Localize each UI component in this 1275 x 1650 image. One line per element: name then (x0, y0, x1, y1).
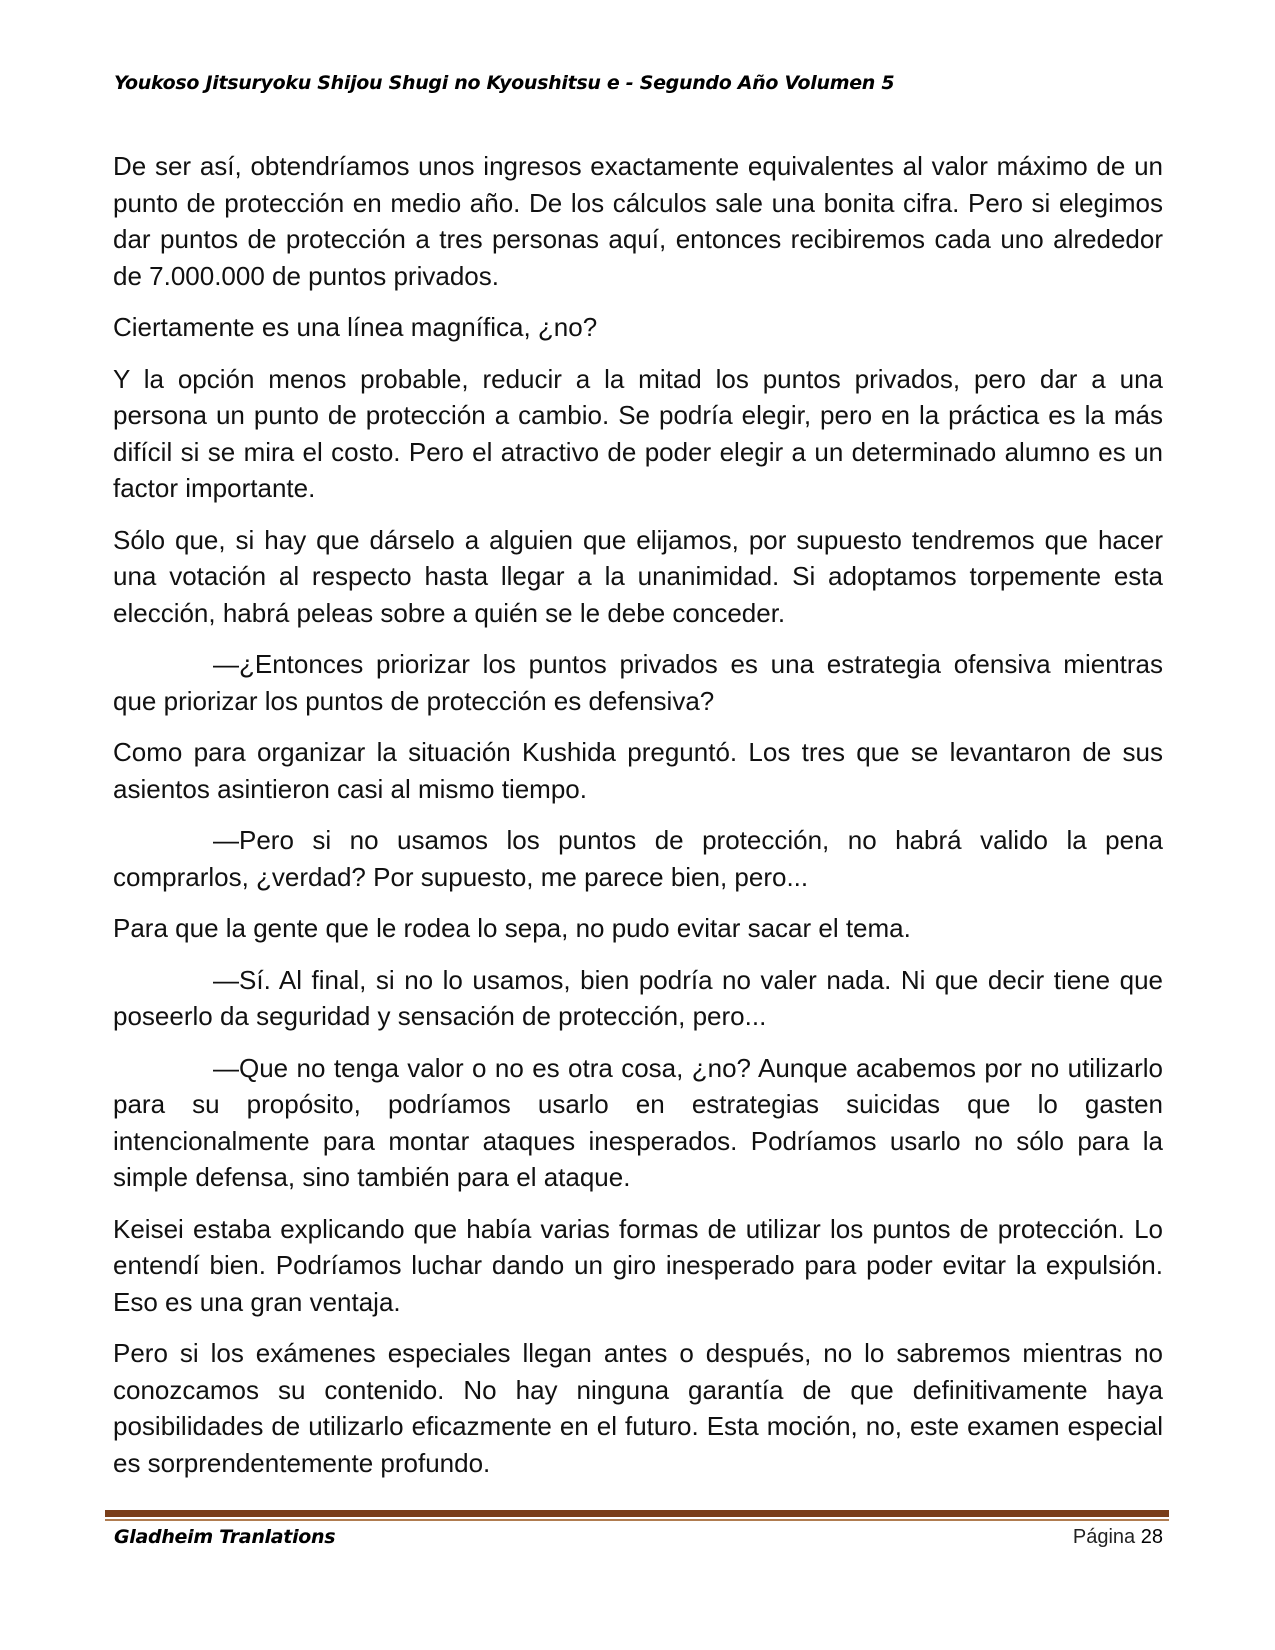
paragraph: Y la opción menos probable, reducir a la mitad los puntos privados, pero dar a una persona un punto de protección a cambio. Se podría elegir, pero en la práctica es la más difícil si se mira el costo. Pero el atractivo de poder elegir a un determinado alumno es un factor importante. (113, 363, 1163, 503)
paragraph: Ciertamente es una línea magnífica, ¿no? (113, 312, 598, 342)
paragraph: Sólo que, si hay que dárselo a alguien que elijamos, por supuesto tendremos que hacer una votación al respecto hasta llegar a la unanimidad. Si adoptamos torpemente esta elección, habrá peleas sobre a quién se le debe conceder. (113, 524, 1163, 628)
footer-credit: Gladheim Tranlations (114, 1526, 336, 1548)
dialogue-paragraph: —Pero si no usamos los puntos de protección, no habrá valido la pena comprarlos, ¿verdad? Por supuesto, me parece bien, pero... (113, 825, 1163, 892)
running-header: Youkoso Jitsuryoku Shijou Shugi no Kyoushitsu e - Segundo Año Volumen 5 (114, 72, 895, 94)
dialogue-paragraph: —Sí. Al final, si no lo usamos, bien podría no valer nada. Ni que decir tiene que poseerlo da seguridad y sensación de protección, pero... (113, 964, 1163, 1031)
page-body (113, 148, 1163, 1496)
page-number (1073, 1526, 1163, 1549)
dialogue-paragraph: —¿Entonces priorizar los puntos privados es una estrategia ofensiva mientras que priorizar los puntos de protección es defensiva? (113, 649, 1163, 716)
paragraph: Para que la gente que le rodea lo sepa, no pudo evitar sacar el tema. (113, 913, 911, 943)
page-number-value: 28 (1140, 1526, 1163, 1548)
paragraph: Keisei estaba explicando que había varias formas de utilizar los puntos de protección. Lo entendí bien. Podríamos luchar dando un giro inesperado para poder evitar la expulsión. Eso es una gran ventaja. (113, 1213, 1163, 1317)
footer-rule-thin (105, 1519, 1169, 1521)
paragraph: De ser así, obtendríamos unos ingresos exactamente equivalentes al valor máximo de un punto de protección en medio año. De los cálculos sale una bonita cifra. Pero si elegimos dar puntos de protección a tres personas aquí, entonces recibiremos cada uno alrededor de 7.000.000 de puntos privados. (113, 151, 1163, 291)
dialogue-paragraph: —Que no tenga valor o no es otra cosa, ¿no? Aunque acabemos por no utilizarlo para su propósito, podríamos usarlo en estrategias suicidas que lo gasten intencionalmente para montar ataques inesperados. Podríamos usarlo no sólo para la simple defensa, sino también para el ataque. (113, 1052, 1163, 1192)
page-label: Página (1072, 1526, 1136, 1548)
paragraph: Pero si los exámenes especiales llegan antes o después, no lo sabremos mientras no conozcamos su contenido. No hay ninguna garantía de que definitivamente haya posibilidades de utilizarlo eficazmente en el futuro. Esta moción, no, este examen especial es sorprendentemente profundo. (113, 1338, 1163, 1478)
paragraph: Como para organizar la situación Kushida preguntó. Los tres que se levantaron de sus asientos asintieron casi al mismo tiempo. (113, 737, 1163, 804)
footer-rule (105, 1510, 1169, 1517)
